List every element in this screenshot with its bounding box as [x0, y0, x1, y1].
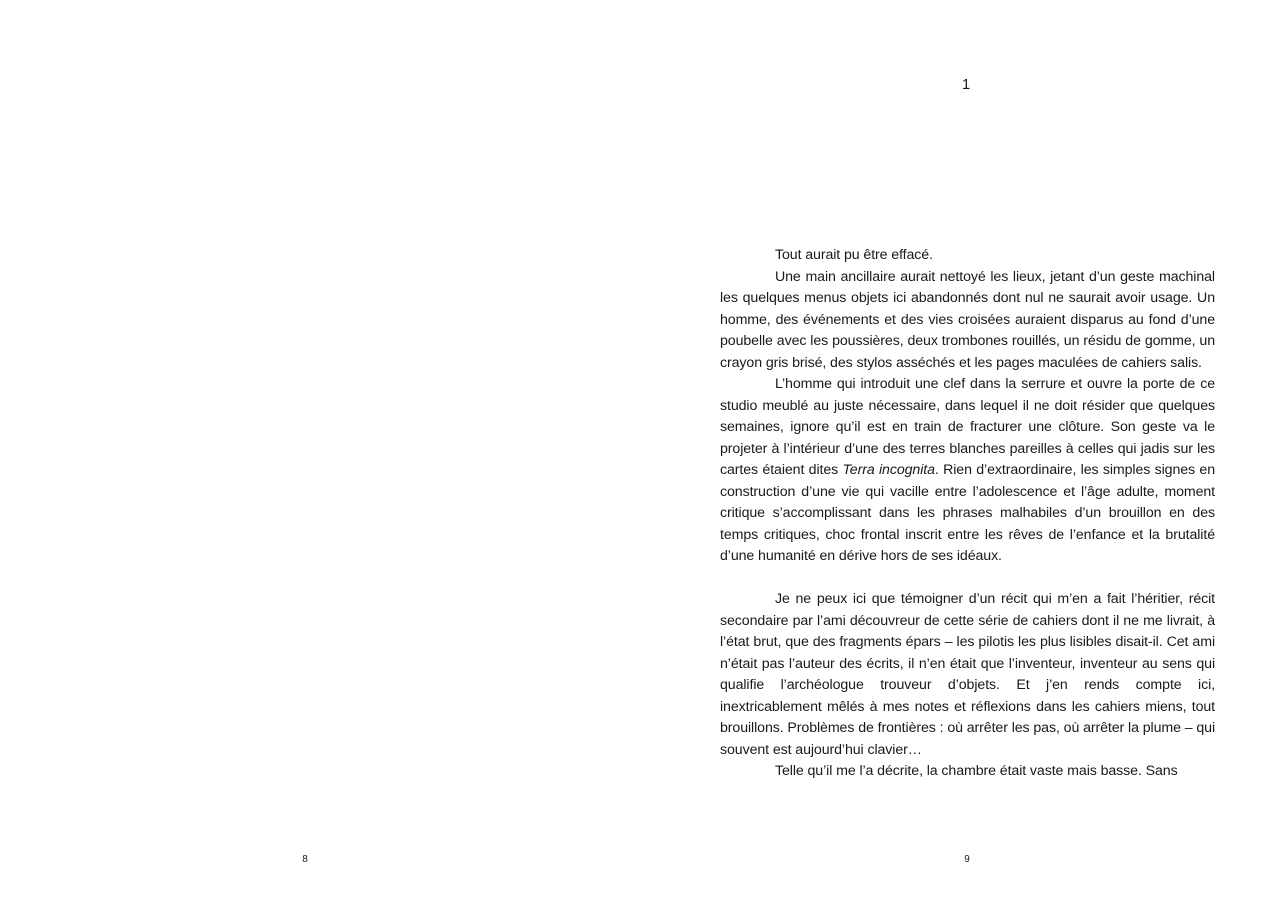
chapter-number: 1 [961, 76, 971, 93]
paragraph-text: Tout aurait pu être effacé. [775, 247, 933, 263]
italic-title: Terra incognita [842, 462, 935, 478]
paragraph [720, 761, 1215, 783]
body-text [720, 245, 1215, 783]
paragraph [720, 267, 1215, 375]
paragraph [720, 374, 1215, 568]
page-number-right: 9 [964, 854, 970, 865]
paragraph-text: Une main ancillaire aurait nettoyé les lieux, jetant d’un geste machinal les quelques menus objets ici abandonnés dont nul ne saurait avoir usage. Un homme, des événements et des vies croisées auraient disparus au fond d’une poubelle avec les poussières, deux trombones rouillés, un résidu de gomme, un crayon gris brisé, des stylos asséchés et les pages maculées de cahiers salis. [720, 268, 1215, 371]
paragraph-text: L’homme qui introduit une clef dans la serrure et ouvre la porte de ce studio meublé au juste nécessaire, dans lequel il ne doit résider que quelques semaines, ignore qu’il est en train de fracturer une clôture. Son geste va le projeter à l’intérieur d’une des terres blanches pareilles à celles qui jadis sur les cartes étaient dites [720, 376, 1215, 478]
paragraph-text: . Rien d’extraordinaire, les simples signes en construction d’une vie qui vacille entre l’adolescence et l’âge adulte, moment critique s’accomplissant dans les phrases malhabiles d’un brouillon en des temps critiques, choc frontal inscrit entre les rêves de l’enfance et la brutalité d’une humanité en dérive hors de ses idéaux. [720, 462, 1215, 564]
paragraph-text: Telle qu’il me l’a décrite, la chambre était vaste mais basse. Sans [775, 763, 1178, 779]
paragraph [720, 589, 1215, 761]
paragraph-text: Je ne peux ici que témoigner d’un récit qui m’en a fait l’héritier, récit secondaire par l’ami découvreur de cette série de cahiers dont il ne me livrait, à l’état brut, que des fragments épars – les pilotis les plus lisibles disait-il. Cet ami n’était pas l’auteur des écrits, il n’en était que l’inventeur, inventeur au sens qui qualifie l’archéologue trouveur d’objets. Et j’en rends compte ici, inextricablement mêlés à mes notes et réflexions dans les cahiers miens, tout brouillons. Problèmes de frontières : où arrêter les pas, où arrêter la plume – qui souvent est aujourd’hui clavier… [720, 591, 1215, 758]
paragraph [720, 245, 1215, 267]
page-number-left: 8 [302, 854, 308, 865]
